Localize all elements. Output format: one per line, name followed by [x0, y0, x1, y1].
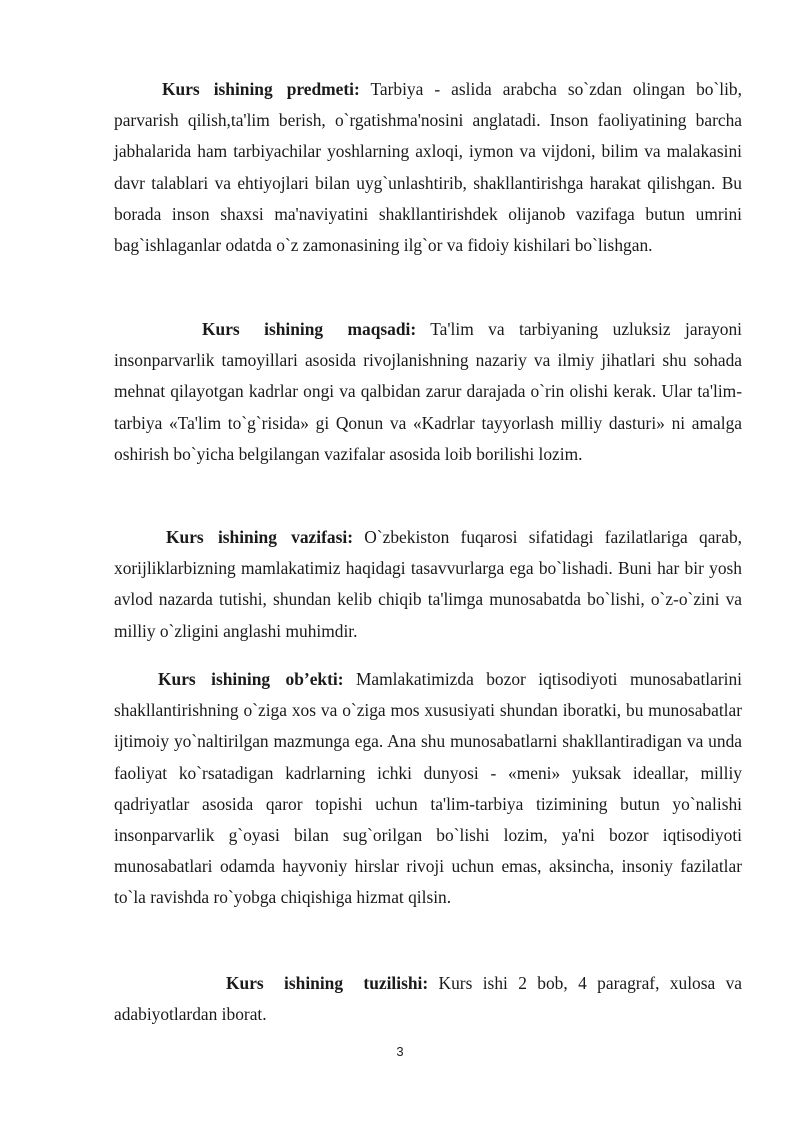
paragraph-predmeti	[114, 74, 742, 261]
paragraph-maqsadi	[114, 314, 742, 470]
heading-tuzilishi: Kurs ishining tuzilishi:	[226, 973, 429, 993]
text-vazifasi: O`zbekiston fuqarosi sifatidagi fazilatlariga qarab, xorijliklarbizning mamlakatimiz haqidagi tasavvurlarga ega bo`lishadi. Buni har bir yosh avlod nazarda tutishi, shundan kelib chiqib ta'limga munosabatda bo`lishi, o`z-o`zini va milliy o`zligini anglashi muhimdir.	[114, 527, 742, 641]
paragraph-obekti	[114, 664, 742, 914]
heading-predmeti: Kurs ishining predmeti:	[162, 79, 360, 99]
heading-obekti: Kurs ishining ob’ekti:	[158, 669, 344, 689]
paragraph-tuzilishi	[114, 968, 742, 1030]
text-predmeti: Tarbiya - aslida arabcha so`zdan olingan bo`lib, parvarish qilish,ta'lim berish, o`rgatishma'nosini anglatadi. Inson faoliyatining barcha jabhalarida ham tarbiyachilar yoshlarning axloqi, iymon va vijdoni, bilim va malakasini davr talablari va ehtiyojlari bilan uyg`unlashtirib, shakllantirishga harakat qilishgan. Bu borada inson shaxsi ma'naviyatini shakllantirishdek olijanob vazifaga butun umrini bag`ishlaganlar odatda o`z zamonasining ilg`or va fidoiy kishilari bo`lishgan.	[114, 79, 742, 256]
text-obekti: Mamlakatimizda bozor iqtisodiyoti munosabatlarini shakllantirishning o`ziga xos va o`ziga mos xususiyati shundan iboratki, bu munosabatlar ijtimoiy yo`naltirilgan mazmunga ega. Ana shu munosabatlarni shakllantiradigan va unda faoliyat ko`rsatadigan kadrlarning ichki dunyosi - «meni» yuksak ideallar, milliy qadriyatlar asosida qaror topishi uchun ta'lim-tarbiya tizimining butun yo`nalishi insonparvarlik g`oyasi bilan sug`orilgan bo`lishi lozim, ya'ni bozor iqtisodiyoti munosabatlari odamda hayvoniy hirslar rivoji uchun emas, aksincha, insoniy fazilatlar to`la ravishda ro`yobga chiqishiga hizmat qilsin.	[114, 669, 742, 908]
paragraph-vazifasi	[114, 522, 742, 647]
text-maqsadi: Ta'lim va tarbiyaning uzluksiz jarayoni insonparvarlik tamoyillari asosida rivojlanishning nazariy va ilmiy jihatlari shu sohada mehnat qilayotgan kadrlar ongi va qalbidan zarur darajada o`rin olishi kerak. Ular ta'lim-tarbiya «Ta'lim to`g`risida» gi Qonun va «Kadrlar tayyorlash milliy dasturi» ni amalga oshirish bo`yicha belgilangan vazifalar asosida loib borilishi lozim.	[114, 319, 742, 464]
heading-vazifasi: Kurs ishining vazifasi:	[166, 527, 353, 547]
text-tuzilishi: Kurs ishi 2 bob, 4 paragraf, xulosa va adabiyotlardan iborat.	[114, 973, 742, 1025]
page-number: 3	[396, 1044, 404, 1059]
heading-maqsadi: Kurs ishining maqsadi:	[202, 319, 417, 339]
